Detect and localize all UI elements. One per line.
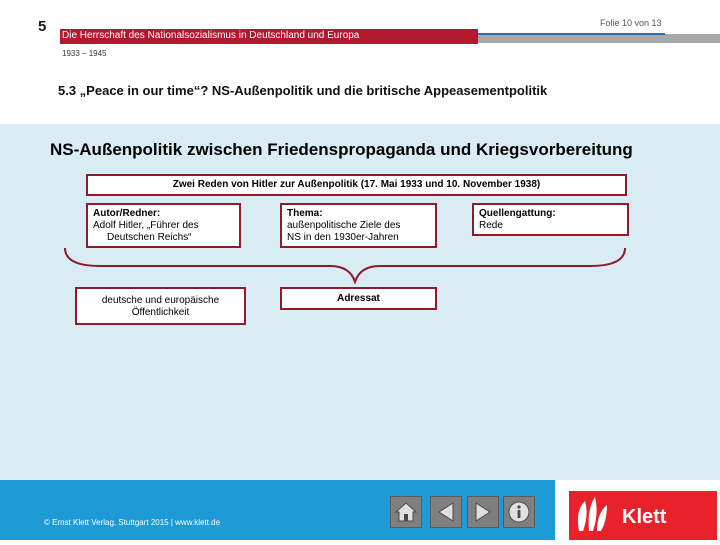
topic-value-line2: NS in den 1930er-Jahren: [287, 232, 399, 243]
copyright-text: © Ernst Klett Verlag, Stuttgart 2015 | www.klett.de: [44, 518, 221, 527]
home-button[interactable]: [390, 496, 422, 528]
arrow-left-icon: [436, 501, 456, 523]
grouping-brace: [60, 244, 630, 284]
arrow-right-icon: [473, 501, 493, 523]
chapter-number: 5: [38, 18, 47, 35]
topic-label: Thema:: [287, 208, 323, 219]
home-icon: [394, 501, 418, 523]
info-icon: [507, 500, 531, 524]
author-value-line1: Adolf Hitler, „Führer des: [93, 220, 199, 231]
source-type-label: Quellengattung:: [479, 208, 556, 219]
speeches-box: [86, 174, 627, 196]
audience-line1: deutsche und europäische: [101, 295, 220, 306]
klett-wordmark: Klett: [622, 506, 667, 528]
audience-line2: Öffentlichkeit: [131, 307, 190, 318]
audience-box: [75, 287, 246, 325]
source-type-box: [472, 203, 629, 236]
period-label: 1933 – 1945: [62, 49, 107, 58]
title-band-gray: [478, 34, 720, 43]
klett-clover-icon: [569, 491, 613, 540]
source-type-value: Rede: [479, 220, 503, 231]
addressee-box: [280, 287, 437, 310]
series-title: Die Herrschaft des Nationalsozialismus in Deutschland und Europa: [62, 30, 360, 41]
author-label: Autor/Redner:: [93, 208, 161, 219]
slide-counter: Folie 10 von 13: [600, 18, 662, 28]
speeches-box-text: Zwei Reden von Hitler zur Außenpolitik (17. Mai 1933 und 10. November 1938): [172, 179, 541, 190]
previous-button[interactable]: [430, 496, 462, 528]
title-band-line: [478, 33, 665, 35]
author-box: [86, 203, 241, 248]
next-button[interactable]: [467, 496, 499, 528]
main-heading: NS-Außenpolitik zwischen Friedenspropaganda und Kriegsvorbereitung: [50, 140, 633, 159]
addressee-label: Adressat: [337, 293, 380, 304]
author-value-line2: Deutschen Reichs“: [107, 232, 192, 243]
topic-value-line1: außenpolitische Ziele des: [287, 220, 401, 231]
topic-box: [280, 203, 437, 248]
info-button[interactable]: [503, 496, 535, 528]
section-title: 5.3 „Peace in our time“? NS-Außenpolitik und die britische Appeasementpolitik: [58, 83, 548, 98]
